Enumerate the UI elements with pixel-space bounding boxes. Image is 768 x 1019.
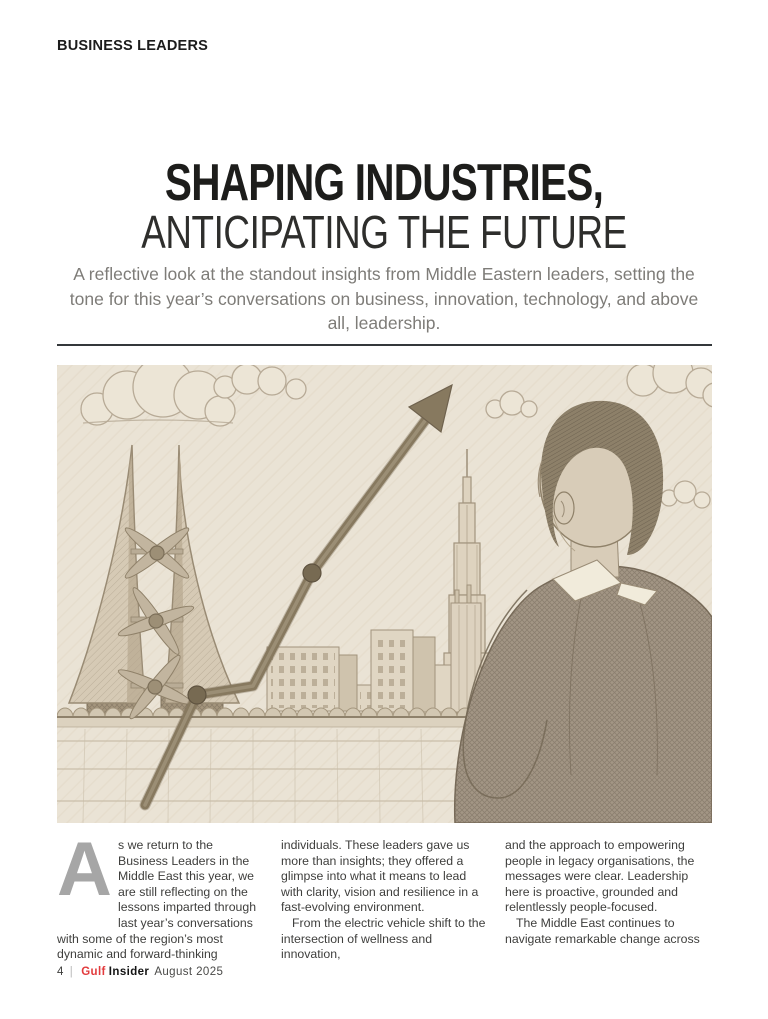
headline-line2: ANTICIPATING THE FUTURE <box>141 206 627 258</box>
drop-cap: A <box>57 827 112 912</box>
page-number: 4 <box>57 966 64 978</box>
article-column-3 <box>505 838 712 963</box>
brand-gulf: Gulf <box>81 966 106 978</box>
headline-line1: SHAPING INDUSTRIES, <box>164 154 604 212</box>
issue-date: August 2025 <box>154 966 224 978</box>
column2-paragraph2: From the electric vehicle shift to the intersection of wellness and innovation, <box>281 915 486 962</box>
article-body <box>57 827 712 963</box>
deck-paragraph: A reflective look at the standout insights from Middle Eastern leaders, setting the tone for this year’s conversations on business, innovation, technology, and above all, leadership. <box>69 264 699 333</box>
footer-separator: | <box>69 966 74 978</box>
chart-point <box>188 686 206 704</box>
column2-paragraph1: individuals. These leaders gave us more than insights; they offered a glimpse into what it means to lead with clarity, vision and resilience in a fast-evolving environment. <box>281 838 479 915</box>
divider-rule <box>57 344 712 346</box>
article-column-1 <box>57 827 264 963</box>
column1-text: s we return to the Business Leaders in the Middle East this year, we are still reflecting on the lessons imparted through last year’s conversations with some of the region’s most dynamic and forward-thinking <box>57 838 257 962</box>
chart-point <box>303 564 321 582</box>
column3-paragraph2: The Middle East continues to navigate remarkable change across <box>505 915 700 946</box>
column3-paragraph1: and the approach to empowering people in legacy organisations, the messages were clear. Leadership here is proactive, grounded and relentlessly people-focused. <box>505 838 695 915</box>
page-footer <box>57 966 223 978</box>
hero-illustration <box>57 365 712 823</box>
article-column-2 <box>281 838 488 963</box>
section-kicker: BUSINESS LEADERS <box>57 37 209 54</box>
brand-insider: Insider <box>108 966 150 978</box>
